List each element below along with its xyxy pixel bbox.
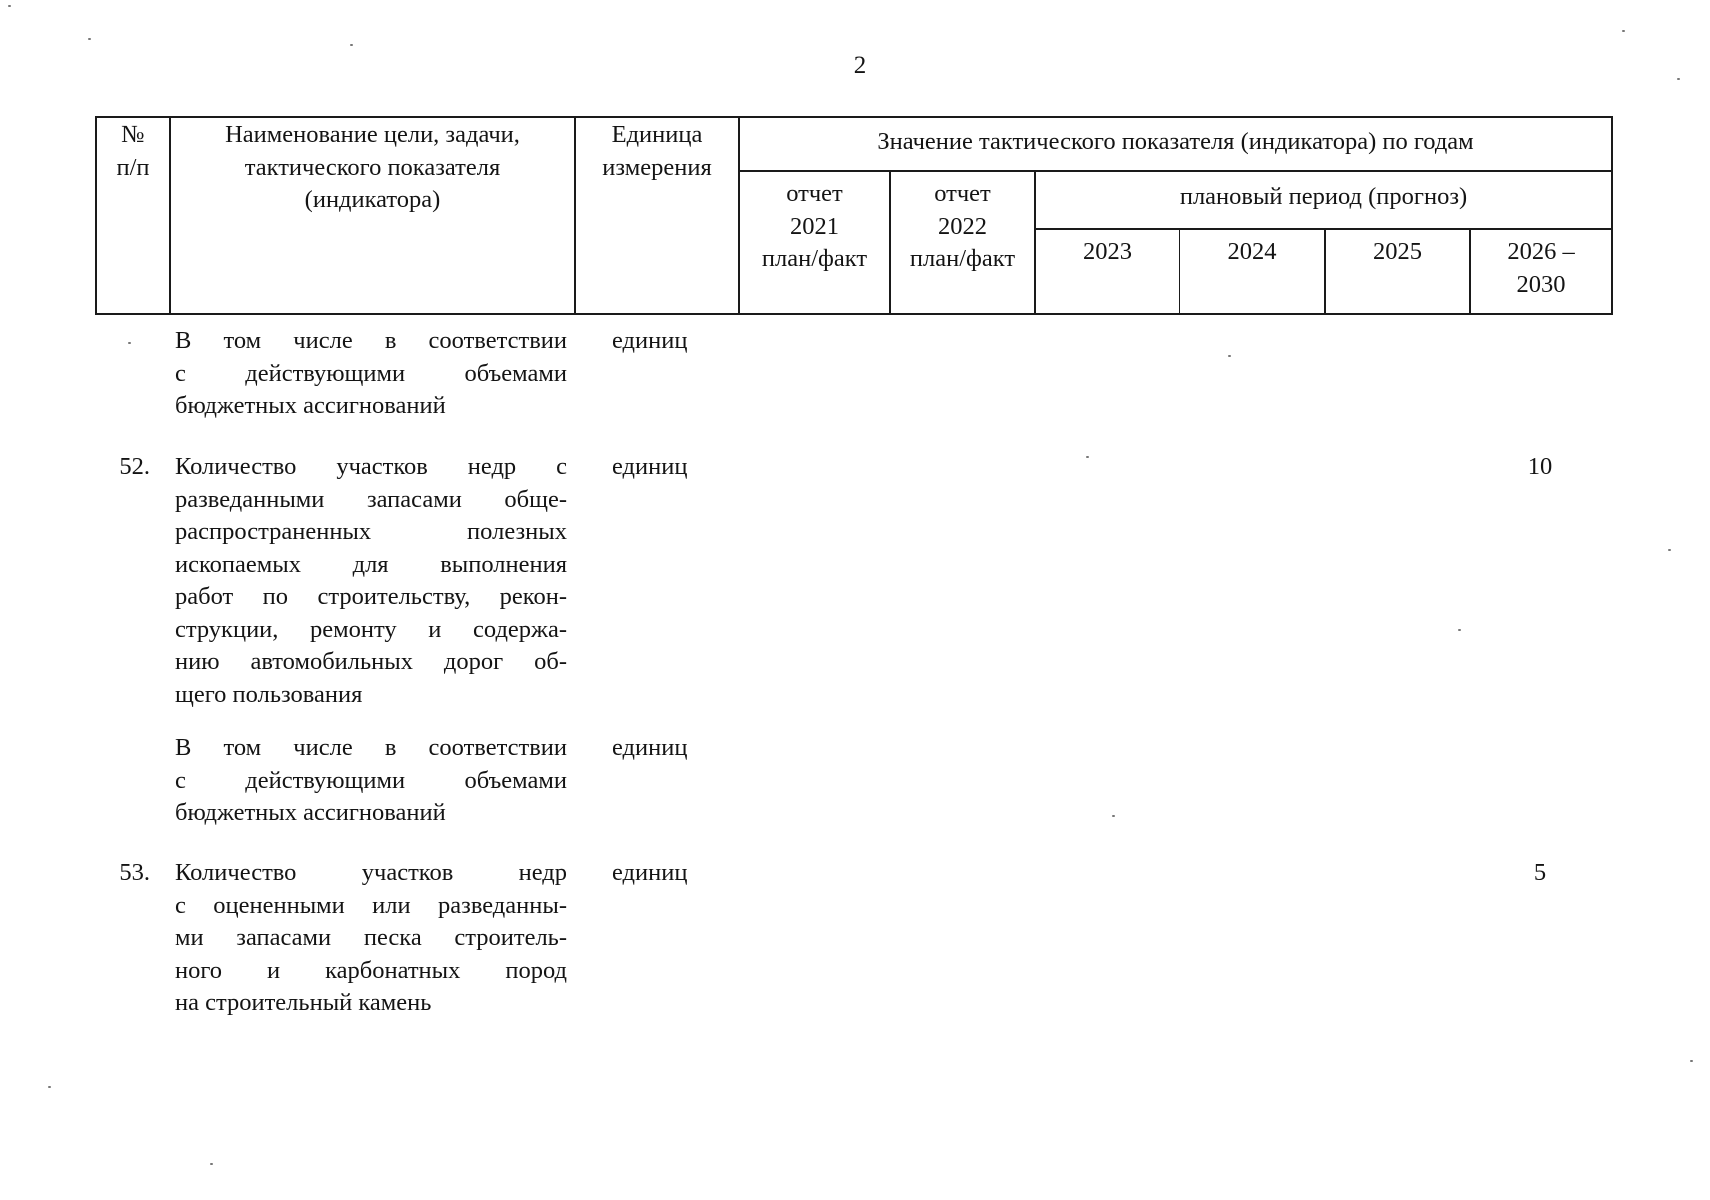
- header-unit-line: Единица: [611, 121, 703, 148]
- row-unit: единиц: [612, 327, 688, 354]
- row-name-line: с действующими объемами: [175, 359, 567, 387]
- header-values-title: Значение тактического показателя (индикатора) по годам: [877, 128, 1474, 155]
- row-name-line: с действующими объемами: [175, 766, 567, 794]
- row-name-line: нию автомобильных дорог об-: [175, 648, 567, 675]
- table-header: [95, 116, 1613, 315]
- scan-speck: [1112, 815, 1115, 817]
- header-report-line: 2022: [938, 212, 987, 240]
- row-name-line: с оцененными или разведанны-: [175, 891, 567, 919]
- row-unit: единиц: [612, 453, 688, 480]
- row-name-line: щего пользования: [175, 680, 363, 708]
- row-number: 53.: [119, 859, 150, 886]
- scan-speck: [8, 5, 11, 7]
- header-report-line: план/факт: [909, 245, 1016, 272]
- scan-speck: [1668, 549, 1671, 551]
- row-name-line: В том числе в соответствии: [175, 734, 567, 761]
- header-number: [97, 118, 169, 184]
- scan-speck: [1677, 78, 1680, 80]
- row-unit: единиц: [612, 859, 688, 886]
- scan-speck: [88, 38, 91, 40]
- header-name: [171, 118, 574, 217]
- page-number: 2: [853, 52, 867, 79]
- row-name-line: В том числе в соответствии: [175, 327, 567, 354]
- row-name: [175, 732, 567, 830]
- header-name-line: тактического показателя: [244, 153, 501, 181]
- header-year-2024: 2024: [1227, 238, 1277, 265]
- scan-speck: [1690, 1060, 1693, 1062]
- header-report-2021: [740, 178, 889, 276]
- scan-speck: [1622, 30, 1625, 32]
- divider: [1034, 228, 1611, 230]
- divider: [738, 170, 1611, 172]
- header-year-2025: 2025: [1373, 238, 1422, 265]
- header-year-2023: 2023: [1083, 238, 1132, 265]
- row-name-line: ного и карбонатных пород: [175, 956, 567, 984]
- header-year-2026-2030: 2026 – 2030: [1507, 238, 1575, 298]
- row-value-2026-2030: 5: [1533, 859, 1547, 886]
- row-name-line: распространенных полезных: [175, 518, 567, 545]
- row-name-line: Количество участков недр: [175, 859, 567, 886]
- row-name-line: ми запасами песка строитель-: [175, 924, 567, 951]
- scan-speck: [128, 342, 131, 344]
- header-number-line: №: [121, 121, 145, 148]
- scan-speck: [48, 1086, 51, 1088]
- header-unit: [576, 118, 738, 184]
- scan-speck: [1086, 456, 1089, 458]
- header-report-2022: [891, 178, 1034, 276]
- header-report-line: 2021: [790, 212, 839, 240]
- header-unit-line: измерения: [602, 153, 712, 181]
- row-name-line: на строительный камень: [175, 989, 432, 1016]
- row-number: 52.: [119, 453, 150, 480]
- row-name-line: ископаемых для выполнения: [175, 550, 567, 578]
- scan-speck: [350, 44, 353, 46]
- row-name-line: бюджетных ассигнований: [175, 799, 446, 826]
- scan-speck: [1228, 355, 1231, 357]
- row-name: [175, 451, 567, 711]
- header-report-line: план/факт: [761, 245, 868, 272]
- scan-speck: [210, 1163, 213, 1165]
- row-name-line: Количество участков недр с: [175, 453, 567, 480]
- row-name-line: бюджетных ассигнований: [175, 392, 446, 419]
- row-name-line: работ по строительству, рекон-: [175, 583, 567, 610]
- header-plan-period: плановый период (прогноз): [1179, 183, 1468, 210]
- header-name-line: Наименование цели, задачи,: [225, 121, 520, 148]
- header-report-line: отчет: [786, 180, 843, 207]
- row-value-2026-2030: 10: [1527, 453, 1553, 480]
- scan-speck: [1458, 629, 1461, 631]
- row-name-line: струкции, ремонту и содержа-: [175, 615, 567, 643]
- row-name: [175, 857, 567, 1020]
- header-report-line: отчет: [934, 180, 991, 207]
- row-name: [175, 325, 567, 423]
- row-unit: единиц: [612, 734, 688, 761]
- row-name-line: разведанными запасами обще-: [175, 485, 567, 513]
- header-name-line: (индикатора): [304, 186, 441, 213]
- header-number-line: п/п: [116, 153, 150, 181]
